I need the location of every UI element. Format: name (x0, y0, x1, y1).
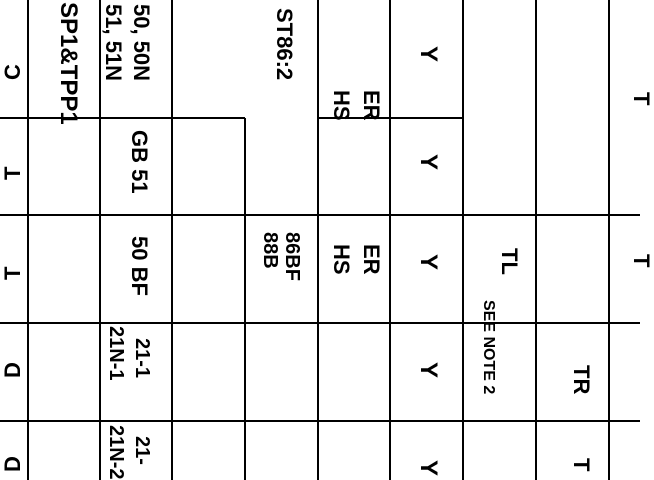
edge-letter: T (629, 254, 654, 268)
see-note-label: SEE NOTE 2 (480, 300, 497, 395)
yes-mark: Y (415, 46, 442, 63)
relay-label-50: 50, 50N (129, 4, 154, 82)
relay-label-gb: GB 51 (127, 130, 152, 194)
edge-letter: D (0, 456, 25, 472)
edge-letter: T (0, 166, 25, 180)
edge-letter: D (0, 362, 25, 378)
tag-t: T (569, 458, 594, 472)
hs-label: HS (329, 244, 354, 275)
relay-label-21-2: 21- (131, 436, 153, 465)
part-number-88b: 88B (259, 232, 281, 269)
edge-letter: T (629, 92, 654, 106)
edge-letter: C (0, 64, 25, 80)
relay-label-bf: 50 BF (127, 236, 152, 296)
er-label: ER (359, 90, 384, 121)
yes-mark: Y (415, 460, 442, 477)
yes-mark: Y (415, 154, 442, 171)
yes-mark: Y (415, 362, 442, 379)
part-number-86bf: 86BF (281, 232, 303, 281)
yes-mark: Y (415, 254, 442, 271)
tag-tr: TR (569, 365, 594, 395)
relay-label-21n-2: 21N-2 (105, 425, 127, 480)
hs-label: HS (329, 90, 354, 121)
tag-tl: TL (497, 248, 522, 275)
relay-label-21n-1: 21N-1 (105, 326, 127, 381)
er-label: ER (359, 244, 384, 275)
relay-label-51: 51, 51N (101, 4, 126, 82)
part-number-top: ST86:2 (272, 8, 297, 81)
relay-label-21-1: 21-1 (131, 338, 153, 379)
group-label: SP1&TPP1 (55, 2, 82, 125)
edge-letter: T (0, 266, 25, 280)
